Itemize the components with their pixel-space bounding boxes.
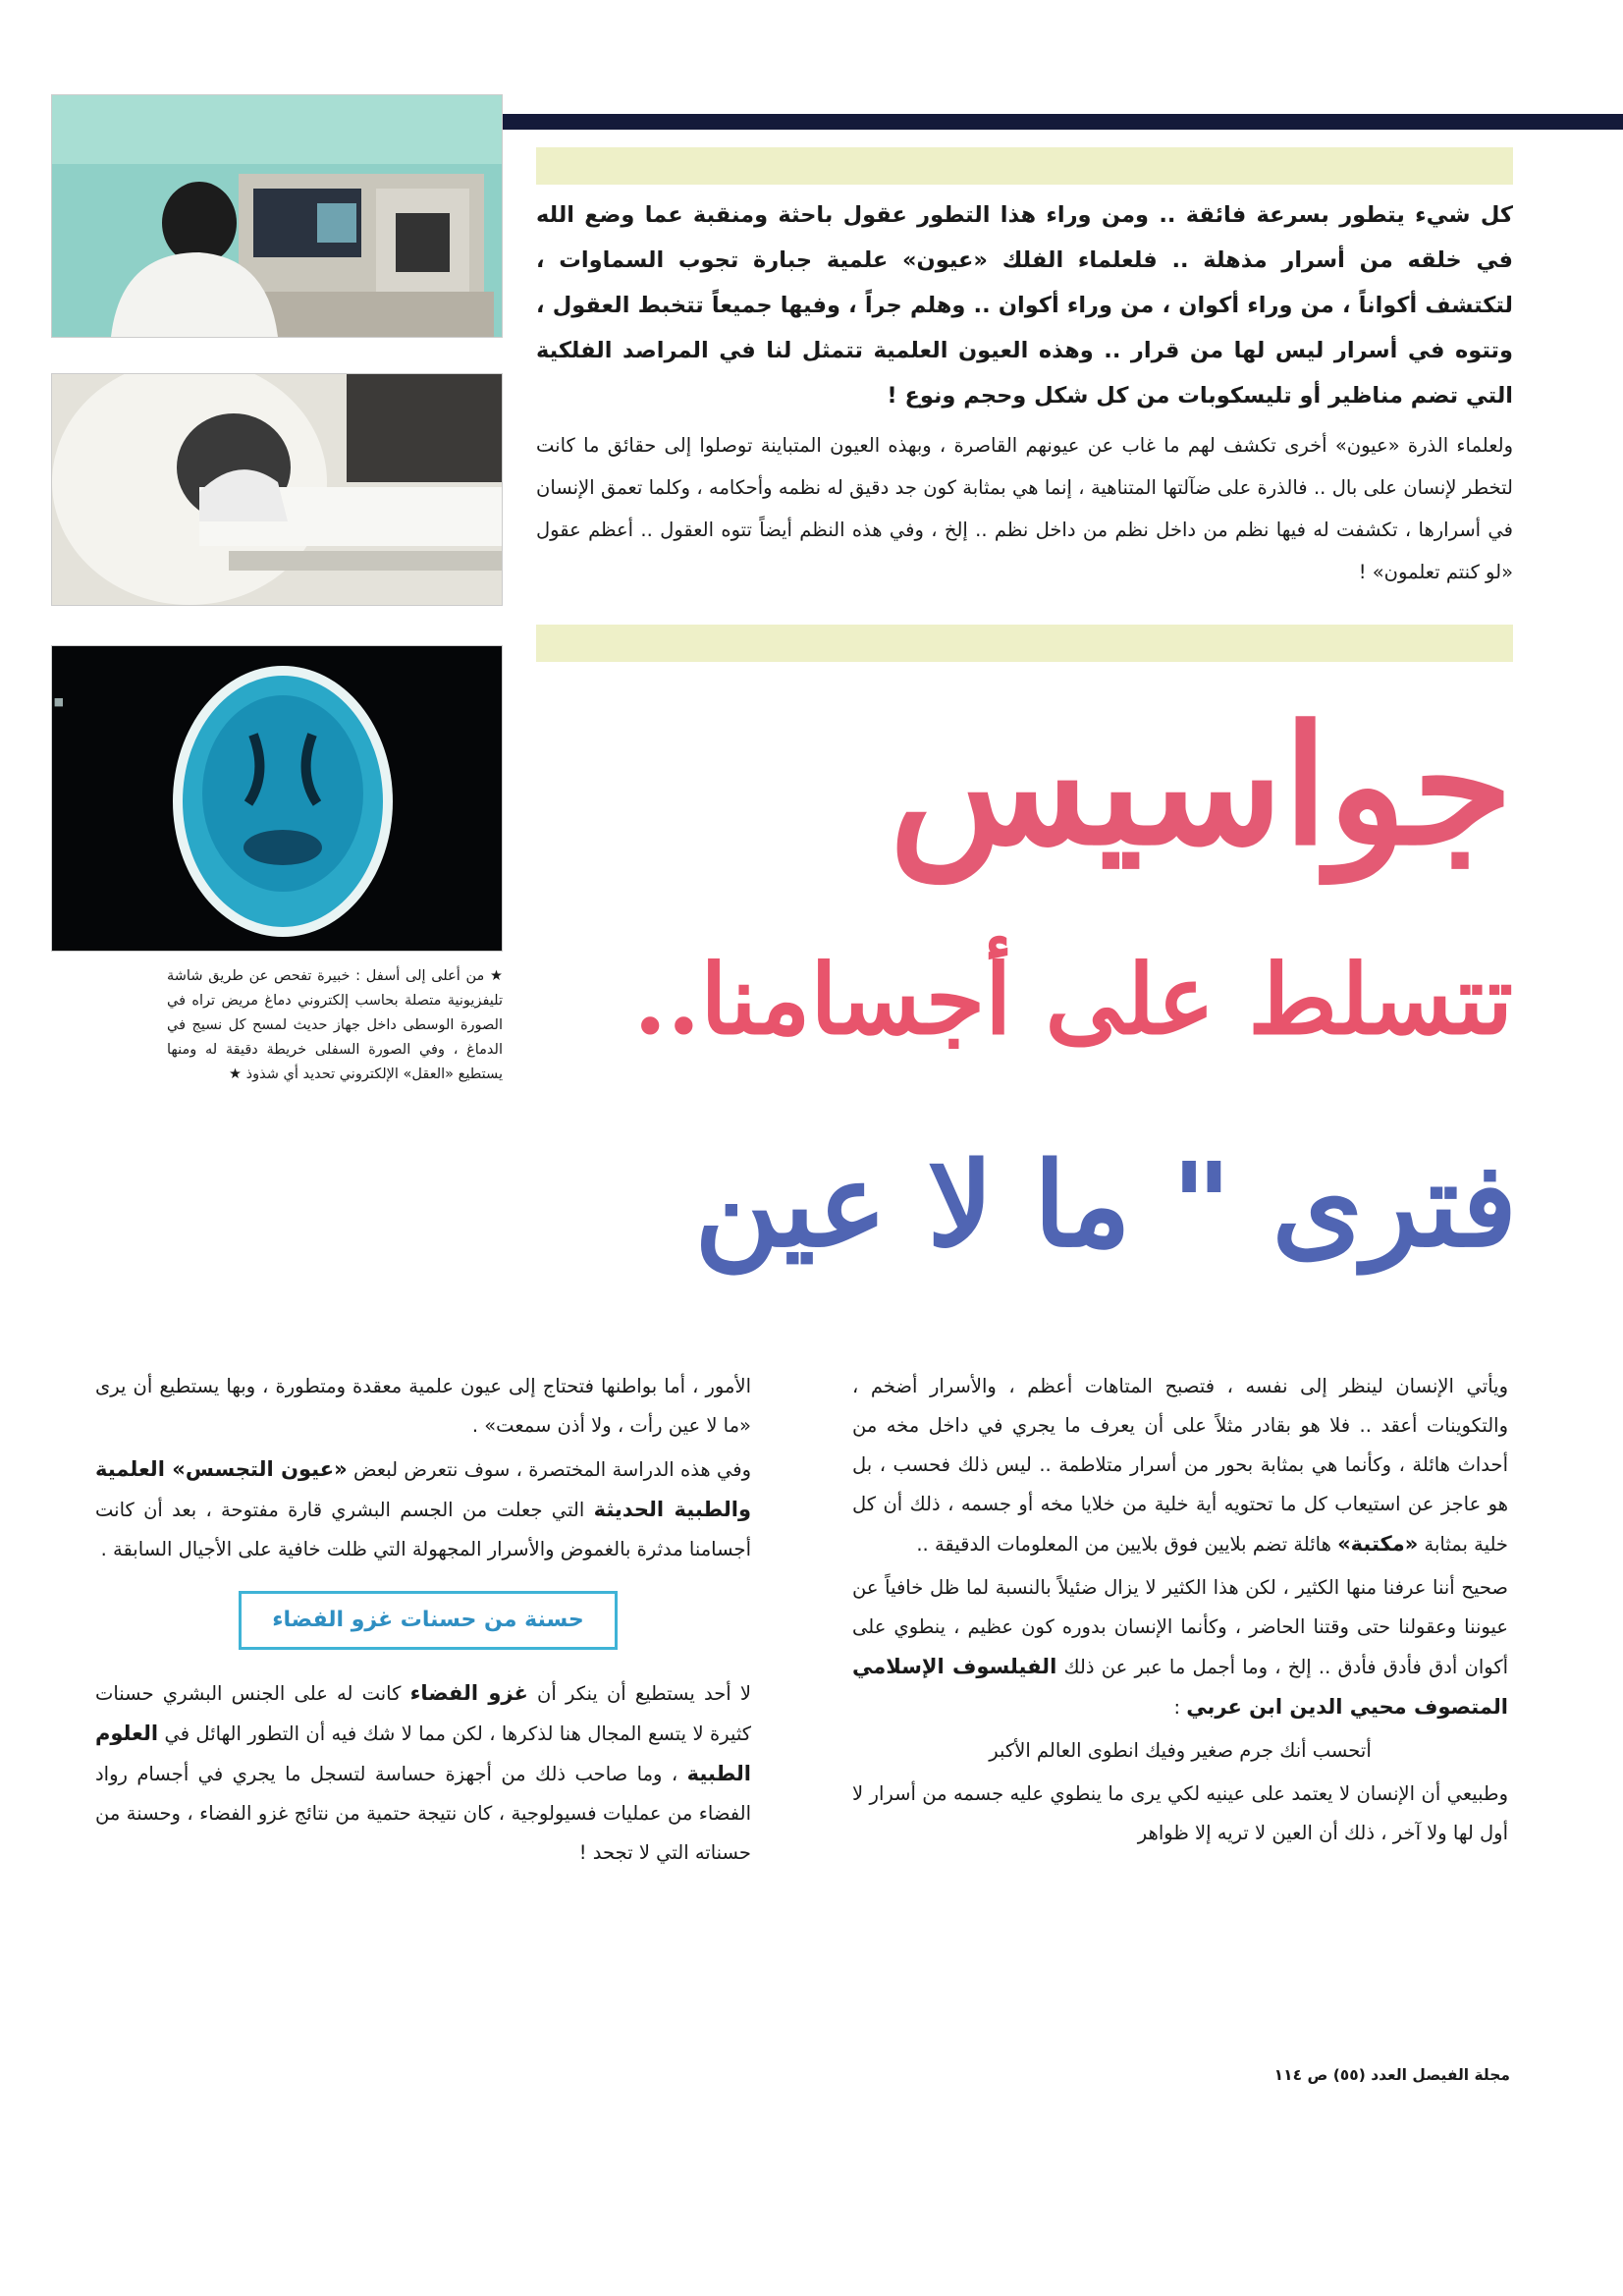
headline-line-3: فترى " ما لا عين: [694, 1136, 1517, 1273]
left-paragraph-2: وفي هذه الدراسة المختصرة ، سوف نتعرض لبعض «عيون التجسس» العلمية والطبية الحديثة التي جعلت من الجسم البشري قارة مفتوحة ، بعد أن كانت أجسامنا مدثرة بالغموض والأسرار المجهولة التي ظلت خافية على الأجيال السابقة .: [95, 1457, 752, 1560]
intro-section: [536, 192, 1513, 593]
bold-ibn-arabi: الفيلسوف الإسلامي المتصوف محيي الدين ابن عربي: [852, 1655, 1508, 1719]
photo-brain-scan: [51, 645, 503, 952]
left-paragraph-1: الأمور ، أما بواطنها فتحتاج إلى عيون علمية معقدة ومتطورة ، وبها يستطيع أن يرى «ما لا عين رأت ، ولا أذن سمعت» .: [95, 1375, 751, 1437]
headline-line-2: تتسلط على أجسامنا..: [633, 944, 1513, 1057]
article-column-right: [852, 1367, 1508, 1857]
highlight-band-top: [536, 147, 1513, 185]
highlight-band-bottom: [536, 625, 1513, 662]
right-paragraph-2: صحيح أننا عرفنا منها الكثير ، لكن هذا الكثير لا يزال ضئيلاً بالنسبة لما ظل خافياً عن عيوننا وعقولنا حتى وقتنا الحاضر ، وكأنما الإنسان بدوره كون عظيم ، ينطوي على أكوان أدق فأدق فأدق .. إلخ ، وما أجمل ما عبر عن ذلك الفيلسوف الإسلامي المتصوف محيي الدين ابن عربي :: [852, 1576, 1509, 1719]
section-subheading-box: حسنة من حسنات غزو الفضاء: [239, 1591, 618, 1650]
bold-library: «مكتبة»: [1337, 1532, 1419, 1556]
photo-caption: ★ من أعلى إلى أسفل : خبيرة تفحص عن طريق شاشة تليفزيونية متصلة بحاسب إلكتروني دماغ مريض تراه في الصورة الوسطى داخل جهاز حديث لمسح كل نسيج في الدماغ ، وفي الصورة السفلى خريطة دقيقة له ومنها يستطيع «العقل» الإلكتروني تحديد أي شذوذ ★: [167, 968, 503, 1082]
photo-technician-console: [51, 94, 503, 338]
left-paragraph-3: لا أحد يستطيع أن ينكر أن غزو الفضاء كانت له على الجنس البشري حسنات كثيرة لا يتسع المجال هنا لذكرها ، لكن مما لا شك فيه أن التطور الهائل في العلوم الطبية ، وما صاحب ذلك من أجهزة حساسة لتسجل ما يجري في أجسام رواد الفضاء من عمليات فسيولوجية ، كان نتيجة حتمية من نتائج غزو الفضاء ، وحسنة من حسناته التي لا تجحد !: [95, 1681, 752, 1864]
intro-bold-paragraph: كل شيء يتطور بسرعة فائقة .. ومن وراء هذا التطور عقول باحثة ومنقبة عما وضع الله في خلقه من أسرار مذهلة .. فلعلماء الفلك «عيون» علمية جبارة تجوب السماوات ، لتكتشف أكواناً ، من وراء أكوان ، من وراء أكوان .. وهلم جراً ، وفيها جميعاً تتخبط العقول ، وتتوه في أسرار ليس لها من قرار .. وهذه العيون العلمية تتمثل لنا في المراصد الفلكية التي تضم مناظير أو تليسكوبات من كل شكل وحجم ونوع !: [536, 202, 1513, 409]
bold-space-conquest: غزو الفضاء: [409, 1681, 528, 1705]
poem-verse: أتحسب أنك جرم صغير وفيك انطوى العالم الأكبر: [989, 1739, 1372, 1762]
page-footer: مجلة الفيصل العدد (٥٥) ص ١١٤: [1273, 2066, 1510, 2084]
svg-text:■: ■: [53, 695, 64, 708]
right-paragraph-3: وطبيعي أن الإنسان لا يعتمد على عينيه لكي يرى ما ينطوي عليه جسمه من أسرار لا أول لها ولا آخر ، ذلك أن العين لا تريه إلا ظواهر: [852, 1782, 1508, 1844]
photo-patient-scanner: [51, 373, 503, 606]
intro-paragraph: ولعلماء الذرة «عيون» أخرى تكشف لهم ما غاب عن عيونهم القاصرة ، وبهذه العيون المتباينة توصلوا إلى حقائق ما كانت لتخطر لإنسان على بال .. فالذرة على ضآلتها المتناهية ، إنما هي بمثابة كون جد دقيق له نظمه وأحكامه ، وكلما تعمق الإنسان في أسرارها ، تكشفت له فيها نظم من داخل نظم من داخل نظم .. إلخ ، وفي هذه النظم أيضاً تتوه العقول .. أعظم عقول «لو كنتم تعلمون» !: [536, 434, 1513, 583]
bold-medical-sciences: العلوم الطبية: [95, 1722, 751, 1785]
bold-spy-eyes: «عيون التجسس» العلمية والطبية الحديثة: [95, 1457, 752, 1521]
right-paragraph-1: ويأتي الإنسان لينظر إلى نفسه ، فتصبح المتاهات أعظم ، والأسرار أضخم ، والتكوينات أعقد .. فلا هو بقادر مثلاً على أن يعرف ما يجري في داخل مخه من أحداث هائلة ، وكأنما هي بمثابة بحور من أسرار متلاطمة .. ليس ذلك فحسب ، بل هو عاجز عن استيعاب كل ما تحتويه أية خلية من خلايا مخه أو جسمه ، ذلك أن كل خلية بمثابة «مكتبة» هائلة تضم بلايين فوق بلايين من المعلومات الدقيقة ..: [852, 1375, 1508, 1556]
headline-line-1: جواسيس: [889, 690, 1513, 882]
article-column-left: [95, 1367, 751, 1877]
